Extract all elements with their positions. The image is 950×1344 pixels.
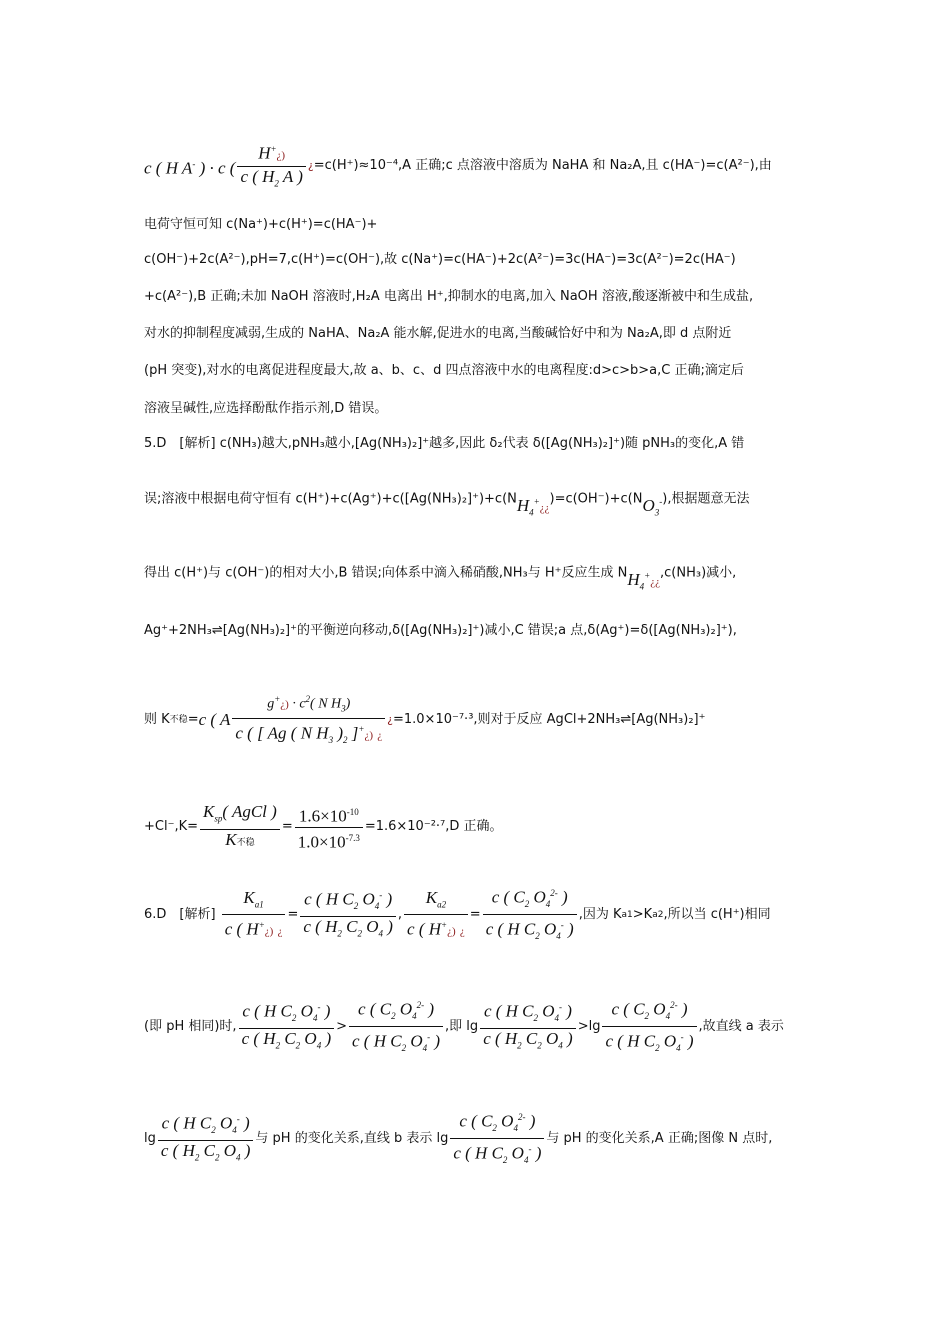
line-1 bbox=[144, 140, 772, 192]
formula-ha-a: c ( H A- ) · c ( bbox=[144, 158, 236, 178]
line-3: c(OH⁻)+2c(A²⁻),pH=7,c(H⁺)=c(OH⁻),故 c(Na⁺)=c(HA⁻)+2c(A²⁻)=3c(HA⁻)=3c(A²⁻)=2c(HA⁻) bbox=[144, 252, 736, 267]
line-1-text: =c(H⁺)≈10⁻⁴,A 正确;c 点溶液中溶质为 NaHA 和 Na₂A,且 c(HA⁻)=c(A²⁻),由 bbox=[313, 158, 772, 174]
fraction-ka2: $\frac{K_{a2}}{c ( H^+¿) ¿}$ bbox=[404, 889, 468, 941]
q5-line-1: 5.D [解析] c(NH₃)越大,pNH₃越小,[Ag(NH₃)₂]⁺越多,因此 δ₂代表 δ([Ag(NH₃)₂]⁺)随 pNH₃的变化,A 错 bbox=[144, 436, 745, 451]
line-2: 电荷守恒可知 c(Na⁺)+c(H⁺)=c(HA⁻)+ bbox=[144, 217, 378, 232]
nh4-formula-2: $H_4^+¿¿$ bbox=[627, 569, 661, 592]
line-4: +c(A²⁻),B 正确;未加 NaOH 溶液时,H₂A 电离出 H⁺,抑制水的电离,加入 NaOH 溶液,酸逐渐被中和生成盐, bbox=[144, 289, 754, 304]
fraction-h-over-h2a: $\frac{H^+¿)}{c ( H_2 A )}$ bbox=[237, 140, 305, 192]
fraction-hc2o4-h2c2o4: $\frac{c ( H C_2 O_4^- )}{c ( H_2 C_2 O_4 )}$ bbox=[300, 886, 396, 942]
q6-line-3: lg $\frac{c ( H C_2 O_4^- )}{c ( H_2 C_2 O_4 )}$ 与 pH 的变化关系,直线 b 表示 lg $\frac{c ( C_2 O_4^{2-} )}{c ( H C_2 O_4^- )}$ 与 pH 的变化关系,A 正确;图像 N 点时, bbox=[144, 1108, 772, 1169]
fraction-k-unstable: $\frac{g^+¿) \cdot c^2( N H_3)}{c ( [ Ag ( N H_3 )_2 ]^+¿) ¿}$ bbox=[232, 690, 385, 750]
fraction-values: $\frac{1.6\times 10^{-10}}{1.0\times 10^{-7.3}}$ bbox=[295, 803, 363, 851]
no3-formula: $O_3^-$ bbox=[642, 495, 663, 518]
q6-line-2: (即 pH 相同)时, $\frac{c ( H C_2 O_4^- )}{c ( H_2 C_2 O_4 )}$ > $\frac{c ( C_2 O_4^{2-} )}{c ( H C_2 O_4^- )}$ ,即 lg $\frac{c ( H C_2 O_4^- )}{c ( H_2 C_2 O_4 )}$ >lg $\frac{c ( C_2 O_4^{2-} )}{c ( H C_2 O_4^- )}$ ,故直线 a 表示 bbox=[144, 996, 784, 1057]
q6-line-1: 6.D [解析] $\frac{K_{a1}}{c ( H^+¿) ¿}$ = $\frac{c ( H C_2 O_4^- )}{c ( H_2 C_2 O_4 )}$ , $\frac{K_{a2}}{c ( H^+¿) ¿}$ = $\frac{c ( C_2 O_4^{2-} )}{c ( H C_2 O_4^- )}$ ,因为 Ka1>Ka2,所以当 c(H⁺)相同 bbox=[144, 884, 771, 945]
fraction-ksp: $\frac{K_{sp}( AgCl )}{\text{K不稳}}$ bbox=[200, 803, 280, 850]
q5-line-6: +Cl⁻,K= $\frac{K_{sp}( AgCl )}{\text{K不稳}}$ = $\frac{1.6\times 10^{-10}}{1.0\times 10^{-7.3}}$ =1.6×10⁻²·⁷,D 正确。 bbox=[144, 802, 503, 852]
glyph: ¿ bbox=[307, 159, 314, 173]
q5-line-2: 误;溶液中根据电荷守恒有 $c(H^+)+c(Ag^+)+c([Ag(NH_3)_2]^+)+c(NH_4^+¿¿)=c(OH^-)+c(NO_3^-)$,根据题意无法 bbox=[144, 491, 750, 518]
line-6: (pH 突变),对水的电离促进程度最大,故 a、b、c、d 四点溶液中水的电离程度:d>c>b>a,C 正确;滴定后 bbox=[144, 363, 744, 378]
nh4-formula: $H_4^+¿¿$ bbox=[516, 495, 550, 518]
q5-line-4: Ag⁺+2NH₃⇌[Ag(NH₃)₂]⁺的平衡逆向移动,δ([Ag(NH₃)₂]⁺)减小,C 错误;a 点,δ(Ag⁺)=δ([Ag(NH₃)₂]⁺), bbox=[144, 623, 737, 638]
line-7: 溶液呈碱性,应选择酚酞作指示剂,D 错误。 bbox=[144, 401, 388, 416]
q5-line-3: 得出 c(H⁺)与 c(OH⁻)的相对大小,B 错误;向体系中滴入稀硝酸,NH₃与 H⁺反应生成 $NH_4^+¿¿,c(NH_3)$减小, bbox=[144, 565, 737, 592]
formula-k-unstable: c ( A bbox=[198, 709, 231, 729]
fraction-ka1: $\frac{K_{a1}}{c ( H^+¿) ¿}$ bbox=[222, 889, 286, 941]
fraction-c2o4-hc2o4: $\frac{c ( C_2 O_4^{2-} )}{c ( H C_2 O_4^- )}$ bbox=[483, 884, 577, 945]
line-5: 对水的抑制程度减弱,生成的 NaHA、Na₂A 能水解,促进水的电离,当酸碱恰好中和为 Na₂A,即 d 点附近 bbox=[144, 326, 732, 341]
q5-line-5: 则 K不稳=c ( A $\frac{g^+¿) \cdot c^2( N H_3)}{c ( [ Ag ( N H_3 )_2 ]^+¿) ¿}$ ¿=1.0×10⁻⁷·³,则对于反应 AgCl+2NH₃⇌[Ag(NH₃)₂]⁺ bbox=[144, 690, 706, 750]
